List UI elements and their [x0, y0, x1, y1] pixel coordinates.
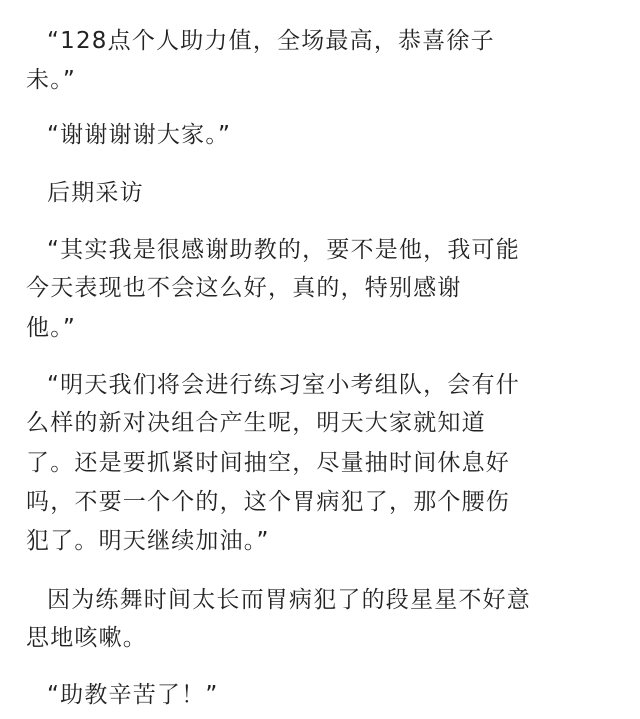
- text-line: 思地咳嗽。: [26, 625, 147, 651]
- text-line: “助教辛苦了！”: [47, 682, 219, 708]
- text-line: 吗，不要一个个的，这个胃病犯了，那个腰伤: [26, 489, 510, 515]
- text-line: 了。还是要抓紧时间抽空，尽量抽时间休息好: [26, 450, 510, 476]
- text-line: 今天表现也不会这么好，真的，特别感谢: [26, 275, 462, 301]
- text-line: “其实我是很感谢助教的，要不是他，我可能: [47, 237, 520, 263]
- text-line: 因为练舞时间太长而胃病犯了的段星星不好意: [47, 587, 531, 613]
- text-line: 他。”: [26, 315, 77, 341]
- text-line: 么样的新对决组合产生呢，明天大家就知道: [26, 410, 486, 436]
- text-line: 犯了。明天继续加油。”: [26, 528, 270, 554]
- text-line: 未。”: [26, 67, 77, 93]
- section-heading: 后期采访: [47, 180, 144, 206]
- text-line: “谢谢谢谢大家。”: [47, 122, 232, 148]
- text-line: “128点个人助力值，全场最高，恭喜徐子: [47, 28, 495, 54]
- text-line: “明天我们将会进行练习室小考组队，会有什: [47, 372, 520, 398]
